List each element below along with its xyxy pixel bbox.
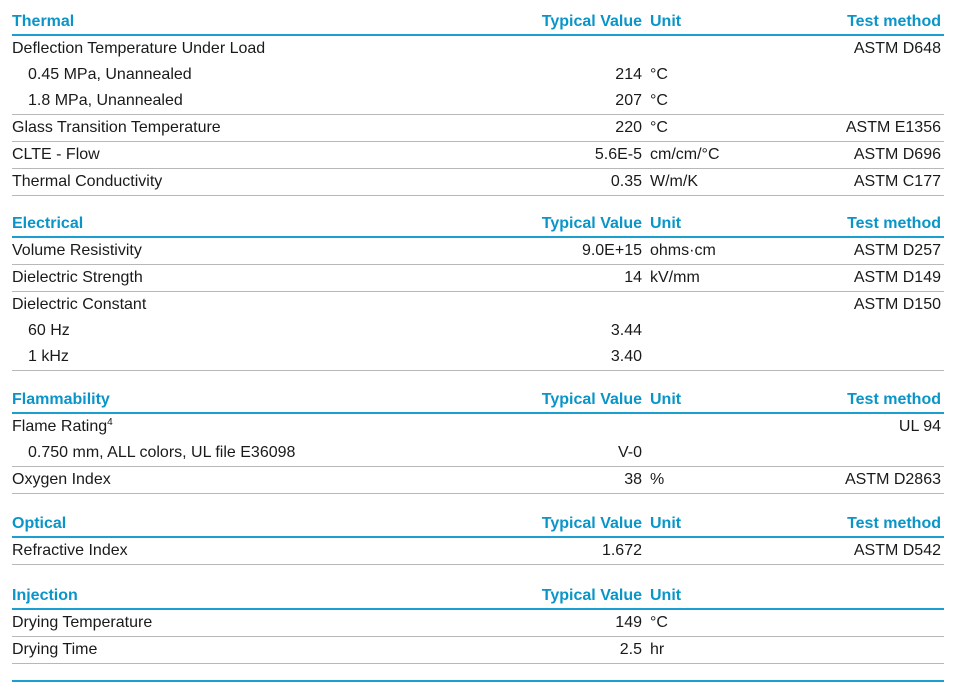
test-method: ASTM D2863 [844, 471, 941, 488]
section-title: Injection [12, 587, 78, 604]
test-method: ASTM E1356 [845, 119, 941, 136]
table-row [12, 238, 944, 265]
col-unit: Unit [650, 587, 682, 604]
property-name: Thermal Conductivity [12, 173, 163, 190]
property-name: 1 kHz [28, 348, 69, 365]
typical-value: 149 [615, 614, 642, 631]
table-row [12, 610, 944, 637]
typical-value: 14 [624, 269, 642, 286]
typical-value: 2.5 [619, 641, 642, 658]
section-title: Thermal [12, 13, 75, 30]
footnote-marker: 4 [107, 417, 113, 428]
optical-section [12, 512, 944, 565]
section-title: Electrical [12, 215, 84, 232]
property-name: Refractive Index [12, 542, 128, 559]
section-title: Optical [12, 515, 67, 532]
property-name: Glass Transition Temperature [12, 119, 221, 136]
electrical-section [12, 212, 944, 371]
property-name: Drying Time [12, 641, 98, 658]
unit: W/m/K [650, 173, 698, 190]
unit: hr [650, 641, 665, 658]
table-row [12, 115, 944, 142]
col-typical-value: Typical Value [541, 391, 642, 408]
typical-value: 220 [615, 119, 642, 136]
property-name: 0.45 MPa, Unannealed [28, 66, 192, 83]
typical-value: 38 [624, 471, 642, 488]
typical-value: 3.44 [610, 322, 642, 339]
col-typical-value: Typical Value [541, 587, 642, 604]
table-row [12, 169, 944, 196]
col-test-method: Test method [847, 215, 941, 232]
test-method: ASTM D648 [853, 40, 941, 57]
typical-value: 5.6E-5 [594, 146, 642, 163]
col-unit: Unit [650, 391, 682, 408]
table-row [12, 142, 944, 169]
property-name: 60 Hz [28, 322, 70, 339]
table-row [12, 265, 944, 292]
flammability-section [12, 388, 944, 494]
property-name: Volume Resistivity [12, 242, 142, 259]
unit: ohms·cm [650, 242, 716, 259]
typical-value: 214 [615, 66, 642, 83]
col-typical-value: Typical Value [541, 515, 642, 532]
section-title: Flammability [12, 391, 110, 408]
col-unit: Unit [650, 215, 682, 232]
col-typical-value: Typical Value [541, 13, 642, 30]
property-name: Dielectric Constant [12, 296, 147, 313]
thermal-header [12, 10, 944, 36]
col-unit: Unit [650, 13, 682, 30]
property-name: CLTE - Flow [12, 146, 100, 163]
unit: °C [650, 92, 668, 109]
injection-header [12, 584, 944, 610]
table-row [12, 414, 944, 440]
col-test-method: Test method [847, 13, 941, 30]
injection-section [12, 584, 944, 664]
table-row [12, 538, 944, 565]
property-name: 0.750 mm, ALL colors, UL file E36098 [28, 444, 296, 461]
typical-value: 207 [615, 92, 642, 109]
test-method: ASTM D150 [853, 296, 941, 313]
optical-header [12, 512, 944, 538]
typical-value: 1.672 [601, 542, 642, 559]
typical-value: V-0 [617, 444, 642, 461]
unit: °C [650, 119, 668, 136]
test-method: ASTM D696 [853, 146, 941, 163]
typical-value: 0.35 [610, 173, 642, 190]
property-name: Oxygen Index [12, 471, 111, 488]
unit: °C [650, 614, 668, 631]
property-name: 1.8 MPa, Unannealed [28, 92, 183, 109]
table-row [12, 344, 944, 371]
property-name: Deflection Temperature Under Load [12, 40, 266, 57]
test-method: ASTM D149 [853, 269, 941, 286]
test-method: ASTM C177 [853, 173, 941, 190]
property-name [12, 414, 113, 440]
bottom-divider [12, 680, 944, 682]
electrical-header [12, 212, 944, 238]
table-row [12, 88, 944, 115]
unit: cm/cm/°C [650, 146, 720, 163]
property-name: Dielectric Strength [12, 269, 143, 286]
thermal-section [12, 10, 944, 196]
table-row [12, 637, 944, 664]
unit: % [650, 471, 665, 488]
test-method: UL 94 [898, 418, 941, 435]
table-row [12, 36, 944, 62]
col-test-method: Test method [847, 515, 941, 532]
flammability-header [12, 388, 944, 414]
property-name: Drying Temperature [12, 614, 153, 631]
test-method: ASTM D257 [853, 242, 941, 259]
test-method: ASTM D542 [853, 542, 941, 559]
table-row [12, 62, 944, 88]
unit: °C [650, 66, 668, 83]
property-label: Flame Rating [12, 418, 108, 435]
col-test-method: Test method [847, 391, 941, 408]
table-row [12, 467, 944, 494]
typical-value: 9.0E+15 [581, 242, 642, 259]
table-row [12, 292, 944, 318]
table-row [12, 318, 944, 344]
unit: kV/mm [650, 269, 700, 286]
col-typical-value: Typical Value [541, 215, 642, 232]
typical-value: 3.40 [610, 348, 642, 365]
col-unit: Unit [650, 515, 682, 532]
table-row [12, 440, 944, 467]
